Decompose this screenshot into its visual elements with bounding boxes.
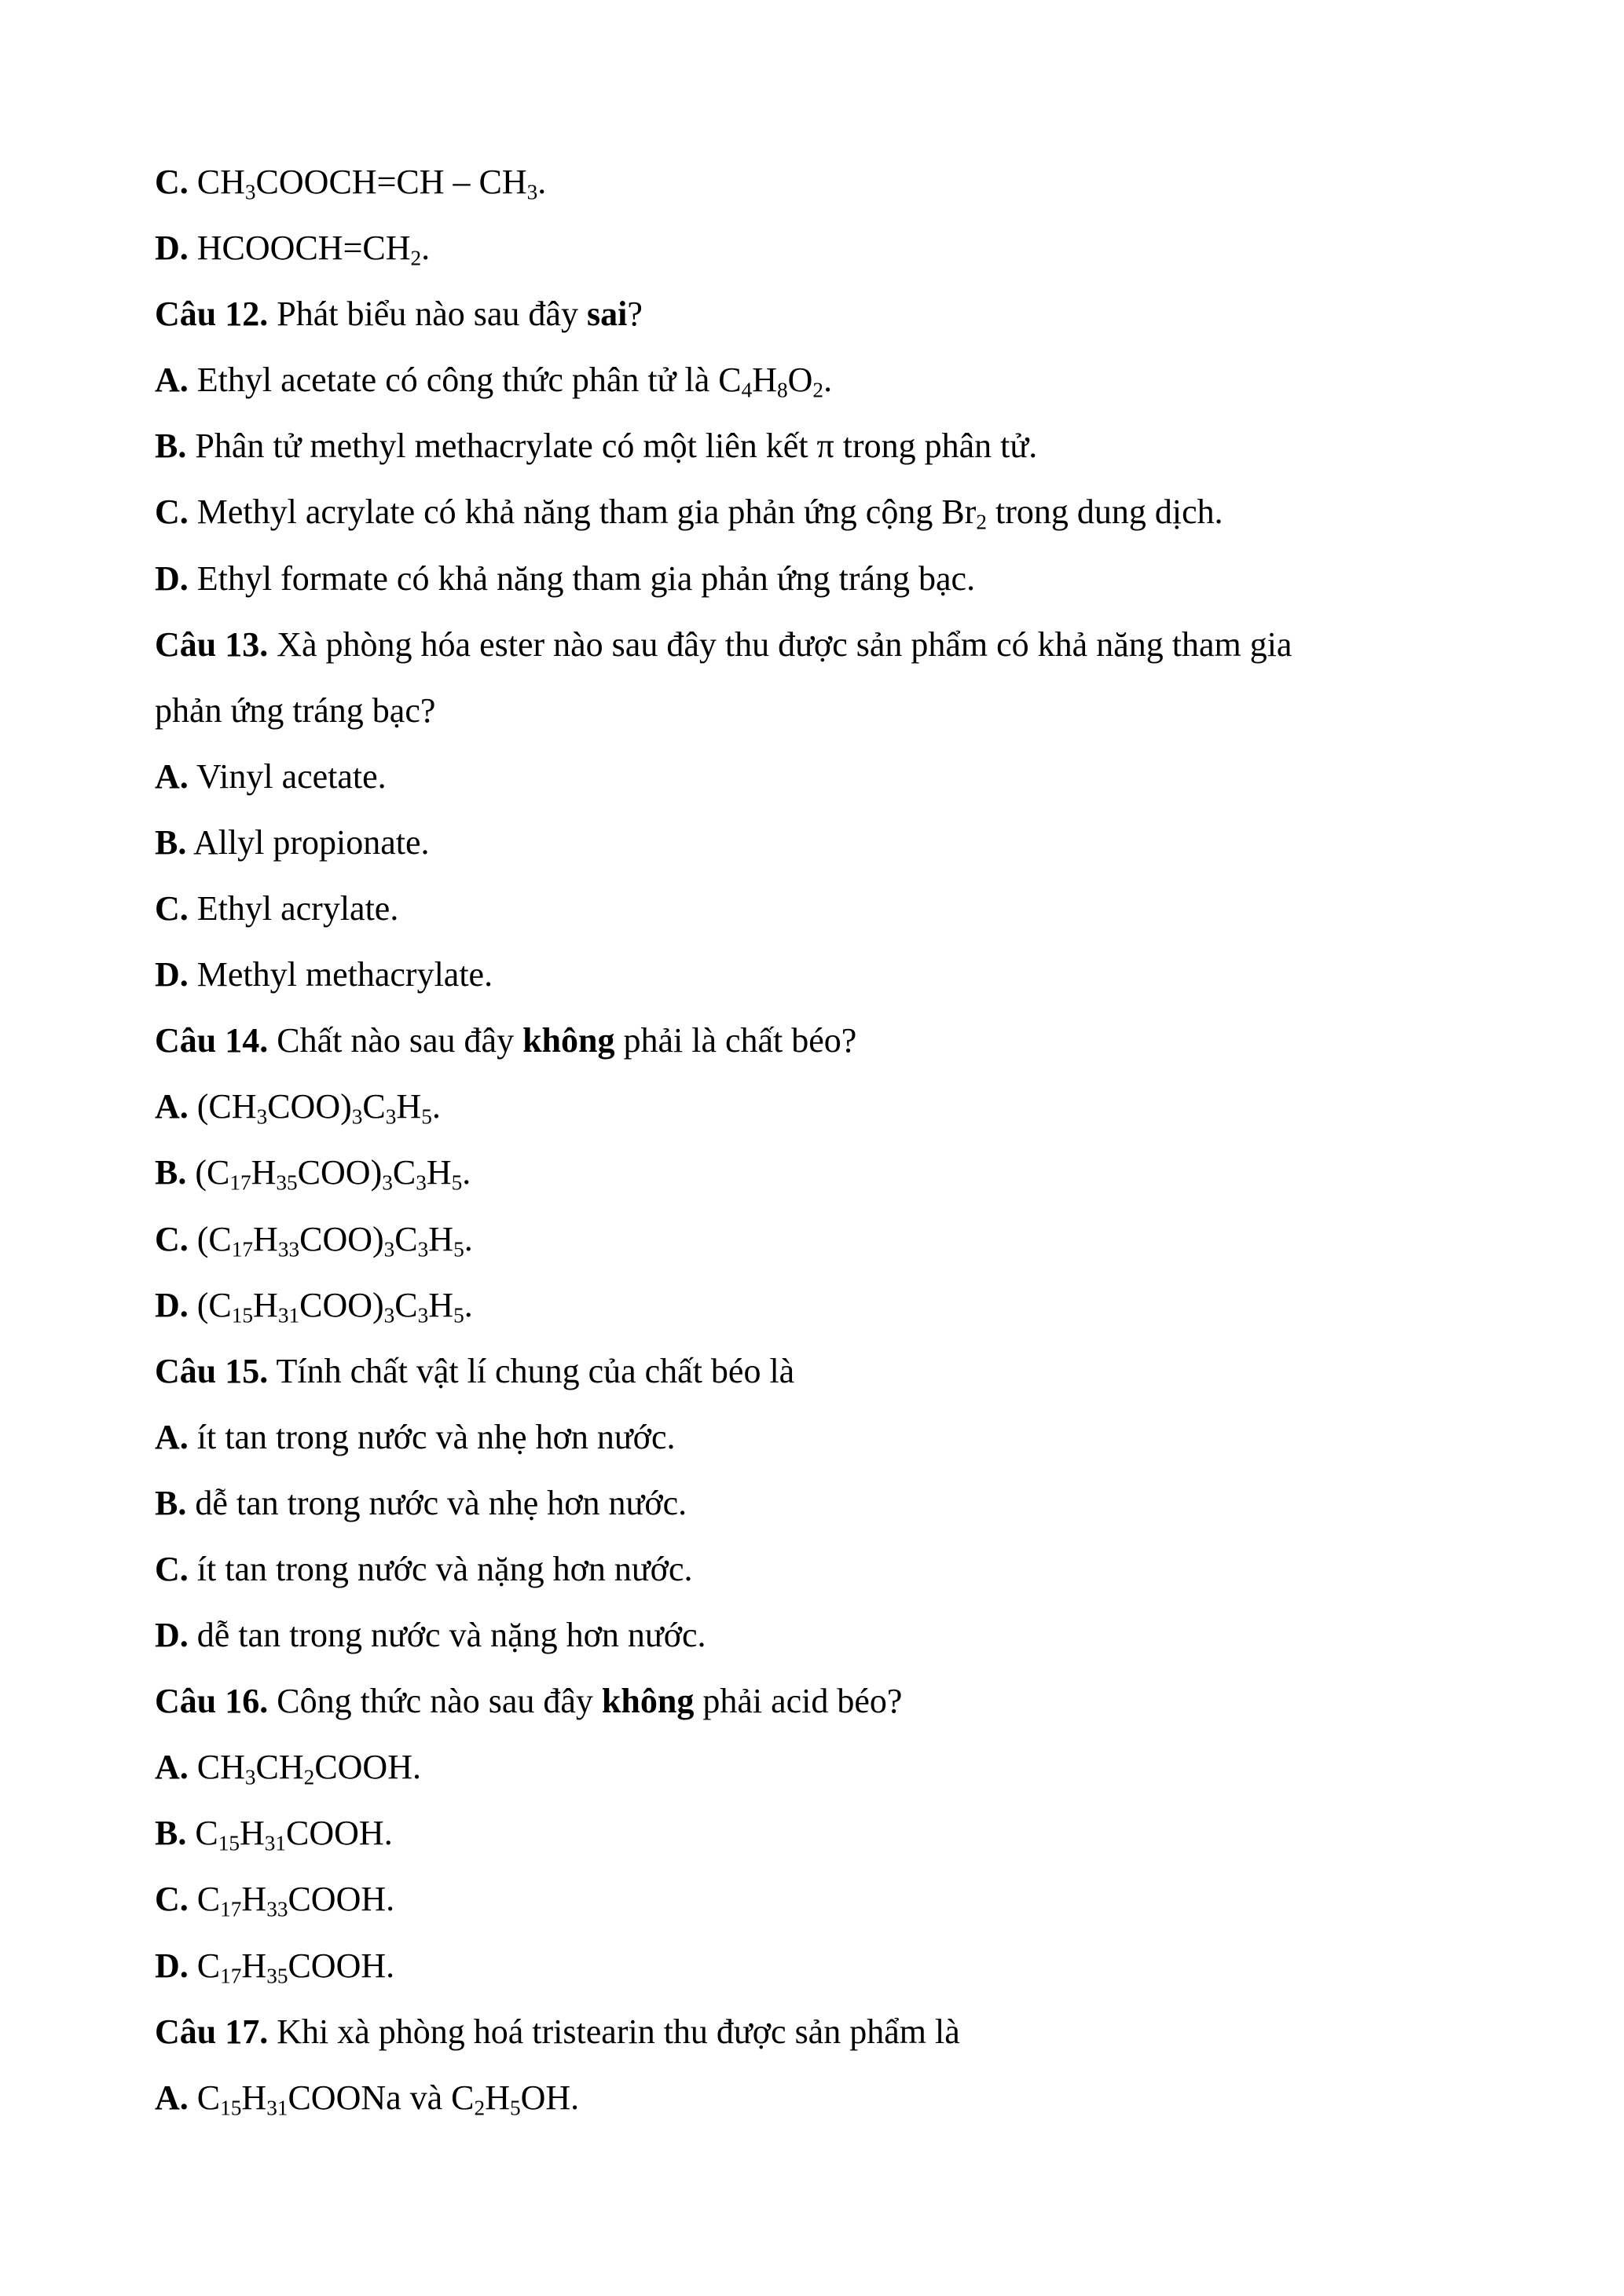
option-line [155, 1273, 1475, 1338]
option-text: $CH_3COOCH=CH - CH_3$. [196, 163, 547, 204]
option-label: A. [155, 361, 189, 400]
question-line [155, 612, 1475, 678]
option-label: D. [155, 1616, 189, 1655]
option-label: C. [155, 1219, 189, 1258]
option-label: A. [155, 1748, 189, 1787]
option-label: B. [155, 1153, 187, 1192]
option-line [155, 1536, 1475, 1602]
question-number: Câu 14. [155, 1021, 269, 1060]
option-line [155, 1207, 1475, 1273]
option-text: $(CH_3COO)_3C_3H_5$. [196, 1087, 441, 1129]
option-line [155, 149, 1475, 215]
option-text: $C_{15}H_{31}COONa$ và $C_2H_5OH$. [196, 2078, 580, 2120]
option-text: Allyl propionate. [192, 822, 430, 862]
option-text: Methyl methacrylate. [196, 955, 493, 994]
option-line [155, 1866, 1475, 1932]
option-line [155, 744, 1475, 810]
option-label: A. [155, 2078, 189, 2117]
option-label: B. [155, 427, 187, 466]
question-text: Công thức nào sau đây không phải acid béo? [277, 1682, 903, 1721]
question-number: Câu 17. [155, 2012, 269, 2051]
option-line [155, 810, 1475, 876]
option-text: $CH_3CH_2COOH$. [196, 1748, 421, 1789]
option-label: D. [155, 229, 189, 268]
option-text: $C_{15}H_{31}COOH$. [195, 1814, 393, 1855]
option-label: C. [155, 163, 189, 201]
option-line [155, 876, 1475, 942]
option-text: $(C_{17}H_{33}COO)_3C_3H_5$. [196, 1219, 473, 1262]
question-line [155, 1338, 1475, 1404]
question-text: Phát biểu nào sau đây sai? [277, 295, 643, 334]
option-text: Ethyl formate có khả năng tham gia phản ứng tráng bạc. [196, 558, 976, 598]
option-label: C. [155, 1549, 189, 1588]
option-text: Ethyl acrylate. [196, 889, 399, 928]
question-list [155, 149, 1475, 2131]
question-number: Câu 15. [155, 1351, 269, 1390]
option-line [155, 347, 1475, 413]
option-label: C. [155, 493, 189, 532]
option-text: $C_{17}H_{33}COOH$. [196, 1880, 395, 1922]
option-label: B. [155, 1814, 187, 1853]
option-text: ít tan trong nước và nặng hơn nước. [196, 1549, 693, 1588]
option-line [155, 215, 1475, 281]
option-line [155, 942, 1475, 1008]
option-text: Ethyl acetate có công thức phân tử là $C_4H_8O_2$. [196, 361, 833, 402]
option-line [155, 479, 1475, 545]
option-text: dễ tan trong nước và nhẹ hơn nước. [195, 1483, 687, 1522]
option-label: D. [155, 1285, 189, 1324]
option-label: A. [155, 756, 189, 796]
question-text: Chất nào sau đây không phải là chất béo? [277, 1021, 857, 1060]
continuation-line [155, 678, 1475, 744]
option-line [155, 1800, 1475, 1866]
option-line [155, 1933, 1475, 1999]
option-text: $HCOOCH=CH_2$. [196, 229, 431, 270]
question-line [155, 281, 1475, 347]
option-line [155, 1734, 1475, 1800]
option-line [155, 1602, 1475, 1668]
option-line [155, 1140, 1475, 1206]
option-line [155, 1470, 1475, 1536]
option-label: A. [155, 1087, 189, 1126]
option-line [155, 1074, 1475, 1140]
option-line [155, 413, 1475, 479]
option-text: $C_{17}H_{35}COOH$. [196, 1946, 395, 1988]
question-number: Câu 12. [155, 295, 269, 334]
option-label: C. [155, 1880, 189, 1919]
option-text: ít tan trong nước và nhẹ hơn nước. [196, 1417, 676, 1456]
question-number: Câu 16. [155, 1682, 269, 1721]
option-text: dễ tan trong nước và nặng hơn nước. [196, 1616, 706, 1655]
question-text: Tính chất vật lí chung của chất béo là [276, 1351, 795, 1390]
question-line [155, 1668, 1475, 1734]
option-label: C. [155, 889, 189, 928]
option-label: D. [155, 558, 189, 598]
option-text: phản ứng tráng bạc? [155, 690, 436, 730]
option-text: $(C_{15}H_{31}COO)_3C_3H_5$. [196, 1285, 473, 1327]
option-text: Phân tử methyl methacrylate có một liên kết π trong phân tử. [195, 427, 1038, 466]
option-text: $(C_{17}H_{35}COO)_3C_3H_5$. [195, 1153, 471, 1196]
option-text: Methyl acrylate có khả năng tham gia phản ứng cộng $Br_2$ trong dung dịch. [196, 493, 1223, 535]
option-label: D. [155, 1946, 189, 1985]
question-line [155, 1008, 1475, 1074]
option-text: Vinyl acetate. [196, 756, 387, 796]
option-line [155, 1404, 1475, 1470]
option-line [155, 546, 1475, 612]
question-line [155, 1999, 1475, 2065]
option-label: A. [155, 1417, 189, 1456]
question-number: Câu 13. [155, 624, 269, 664]
question-text: Khi xà phòng hoá tristearin thu được sản phẩm là [277, 2012, 960, 2051]
option-line [155, 2065, 1475, 2131]
question-text: Xà phòng hóa ester nào sau đây thu được sản phẩm có khả năng tham gia [277, 624, 1292, 664]
option-label: B. [155, 822, 187, 862]
option-label: D. [155, 955, 189, 994]
option-label: B. [155, 1483, 187, 1522]
